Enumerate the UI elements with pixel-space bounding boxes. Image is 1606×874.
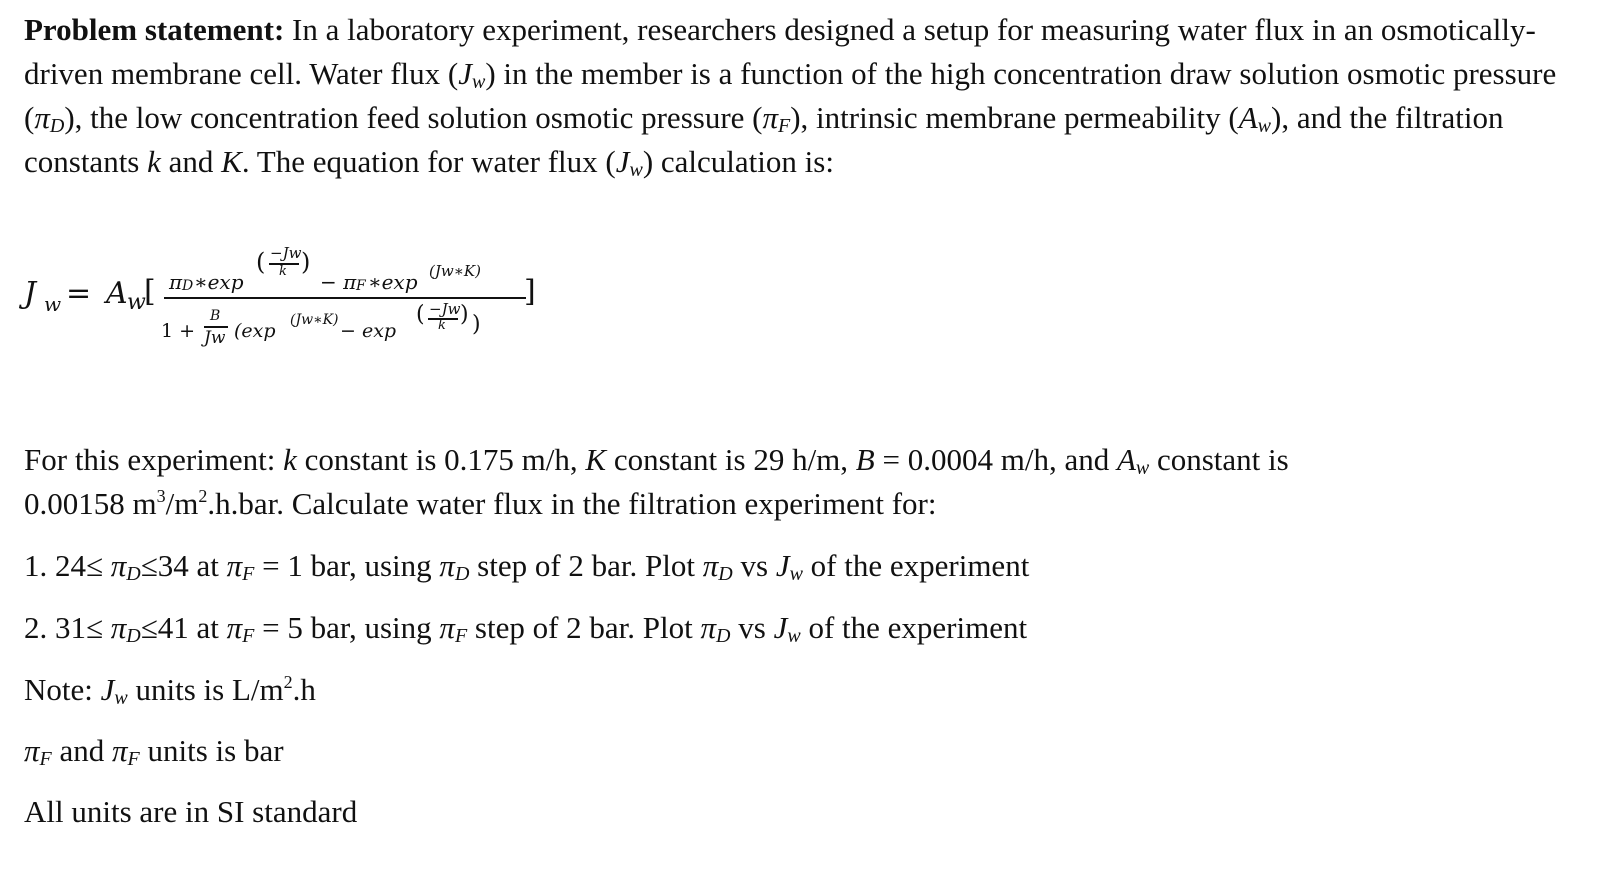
units-line	[24, 729, 284, 773]
subscript: D	[454, 563, 470, 585]
pi-symbol: π	[226, 548, 243, 583]
problem-statement	[24, 8, 1584, 184]
subscript: F	[127, 748, 140, 770]
eq-num-exp: ∗exp	[194, 270, 244, 294]
w-subscript: w	[1135, 457, 1150, 479]
task-item-2	[24, 606, 1027, 650]
note-text: .h	[292, 672, 316, 707]
eq-num-exp-paren-r: )	[301, 248, 311, 276]
pi-symbol: π	[762, 100, 779, 135]
eq-num-exp-2-arg: (Jw∗K)	[429, 262, 481, 280]
intro-text: . The equation for water flux (	[241, 144, 616, 179]
given-text: constant is 29 h/m,	[606, 442, 856, 477]
given-line-2	[24, 482, 1584, 526]
pi-symbol: π	[110, 610, 127, 645]
experiment-parameters	[24, 438, 1584, 829]
eq-den-exp-frac-num: −Jw	[429, 300, 461, 318]
eq-num-exp-2: ∗exp	[368, 270, 418, 294]
eq-den-close-paren: )	[472, 312, 481, 337]
eq-den-one-plus: 1 +	[161, 320, 196, 342]
water-flux-equation	[24, 240, 744, 370]
intro-text: In a laboratory experiment, researchers designed a setup for measuring water flux in an osmotically-driven membrane cell. Water flux (	[24, 12, 1536, 91]
item-text: 31≤	[55, 610, 111, 645]
eq-left-bracket: [	[144, 274, 156, 309]
intro-text: ), the low concentration feed solution osmotic pressure (	[64, 100, 763, 135]
b-symbol: B	[855, 442, 875, 477]
note-text: Note:	[24, 672, 101, 707]
w-subscript: w	[1257, 115, 1272, 137]
eq-main-fraction-bar	[164, 297, 526, 299]
superscript: 2	[283, 672, 293, 692]
given-text: .h.bar. Calculate water flux in the filtration experiment for:	[207, 486, 937, 521]
subscript: F	[242, 625, 255, 647]
item-text: = 5 bar, using	[254, 610, 440, 645]
units-text: and	[51, 733, 113, 768]
item-number: 1.	[24, 548, 55, 583]
subscript: D	[126, 563, 141, 585]
intro-text: ), intrinsic membrane permeability (	[790, 100, 1239, 135]
pi-symbol: π	[112, 733, 128, 768]
eq-num-exp-frac-den: k	[279, 264, 287, 279]
subscript: F	[39, 748, 52, 770]
pi-symbol: π	[439, 610, 455, 645]
eq-num-pi-d-sub: D	[182, 278, 194, 294]
given-text: = 0.0004 m/h, and	[874, 442, 1117, 477]
K-symbol: K	[585, 442, 607, 477]
given-text: 0.00158 m	[24, 486, 157, 521]
item-text: ≤41 at	[140, 610, 227, 645]
eq-den-exp-paren-l: (	[416, 302, 425, 327]
item-text: ≤34 at	[140, 548, 227, 583]
jw-symbol: J	[100, 672, 115, 707]
subscript: w	[789, 563, 803, 585]
item-text: = 1 bar, using	[254, 548, 440, 583]
item-number: 2.	[24, 610, 55, 645]
subscript: F	[242, 563, 255, 585]
eq-den-exp-paren-r: )	[460, 302, 469, 327]
intro-text: ) in the member is a function of the high concentration draw solution osmotic pressure (	[24, 56, 1557, 135]
k-symbol: k	[147, 144, 161, 179]
superscript: 2	[198, 486, 208, 506]
eq-num-pi-d: π	[169, 270, 183, 294]
intro-text: ), and the filtration constants	[24, 100, 1504, 179]
superscript: 3	[156, 486, 166, 506]
problem-paragraph	[24, 8, 1564, 184]
f-subscript: F	[778, 115, 791, 137]
jw-symbol: J	[773, 610, 788, 645]
eq-den-minus-exp: − exp	[340, 320, 397, 342]
eq-den-exp-open: (exp	[234, 320, 276, 342]
eq-num-exp-frac-num: −Jw	[270, 244, 302, 262]
w-subscript: w	[629, 159, 643, 181]
pi-symbol: π	[700, 610, 717, 645]
intro-text: ) calculation is:	[642, 144, 834, 179]
subscript: D	[718, 563, 733, 585]
subscript: D	[126, 625, 141, 647]
item-text: vs	[732, 548, 776, 583]
pi-symbol: π	[226, 610, 243, 645]
subscript: D	[716, 625, 731, 647]
given-text: constant is	[1149, 442, 1289, 477]
given-line-1	[24, 438, 1584, 482]
item-text: step of 2 bar. Plot	[469, 548, 703, 583]
item-text: 24≤	[55, 548, 111, 583]
jw-symbol: J	[775, 548, 790, 583]
eq-den-frac-b: B	[210, 308, 221, 324]
item-text: of the experiment	[802, 548, 1030, 583]
item-text: step of 2 bar. Plot	[467, 610, 701, 645]
jw-symbol: J	[458, 56, 472, 91]
eq-right-bracket: ]	[524, 274, 536, 309]
k-symbol: k	[283, 442, 297, 477]
pi-symbol: π	[34, 100, 50, 135]
item-text: vs	[730, 610, 774, 645]
pi-symbol: π	[439, 548, 455, 583]
problem-heading: Problem statement:	[24, 12, 285, 47]
pi-symbol: π	[110, 548, 127, 583]
eq-den-frac-jw: Jw	[204, 328, 226, 348]
aw-symbol: A	[1238, 100, 1258, 135]
eq-lhs-j: J	[24, 276, 37, 311]
eq-num-minus-pi-f: − π	[320, 270, 357, 294]
aw-symbol: A	[1116, 442, 1136, 477]
units-text: units is bar	[139, 733, 284, 768]
item-text: of the experiment	[800, 610, 1028, 645]
eq-a: A	[106, 276, 128, 311]
eq-num-pi-f-sub: F	[356, 278, 366, 294]
given-text: For this experiment:	[24, 442, 284, 477]
subscript: F	[454, 625, 468, 647]
eq-den-exp-frac-den: k	[438, 318, 446, 333]
w-subscript: w	[471, 71, 486, 93]
task-item-1	[24, 544, 1029, 588]
pi-symbol: π	[702, 548, 719, 583]
eq-equals: =	[66, 276, 92, 311]
pi-symbol: π	[24, 733, 40, 768]
si-line: All units are in SI standard	[24, 794, 358, 829]
note-line	[24, 668, 316, 712]
d-subscript: D	[49, 115, 65, 137]
given-text: constant is 0.175 m/h,	[296, 442, 586, 477]
given-text: /m	[165, 486, 199, 521]
eq-lhs-sub: w	[44, 292, 62, 316]
K-symbol: K	[221, 144, 242, 179]
jw-symbol: J	[615, 144, 630, 179]
subscript: w	[787, 625, 801, 647]
eq-num-exp-paren-l: (	[256, 248, 266, 276]
subscript: w	[114, 687, 128, 709]
note-text: units is L/m	[127, 672, 284, 707]
eq-den-exp-arg: (Jw∗K)	[290, 312, 339, 328]
intro-text: and	[160, 144, 222, 179]
eq-a-sub: w	[127, 290, 146, 315]
